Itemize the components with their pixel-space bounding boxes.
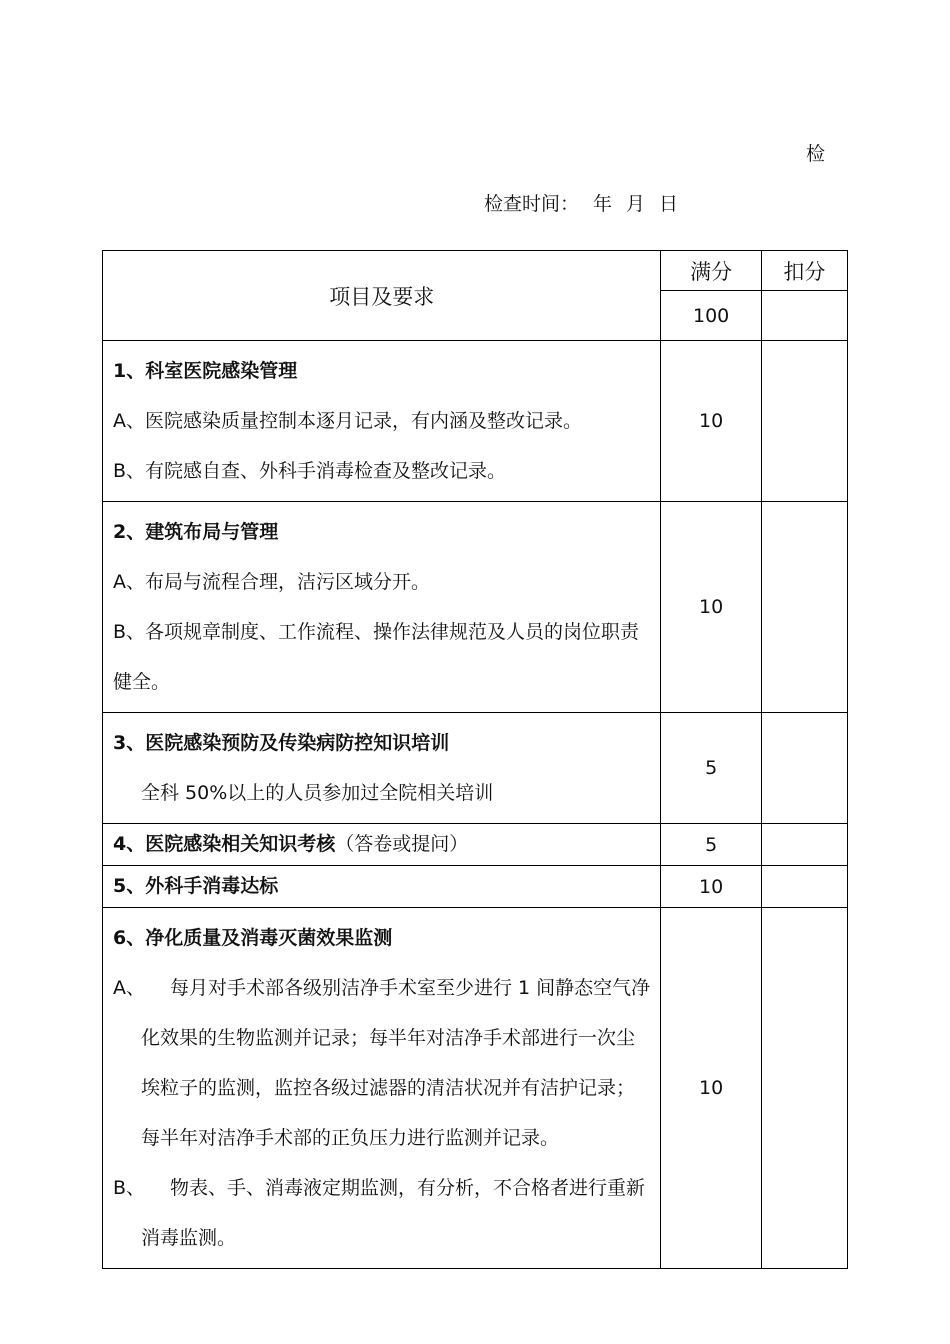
section-line: A、布局与流程合理，洁污区域分开。 [113, 571, 430, 593]
deduct-cell[interactable] [761, 824, 847, 866]
section-score: 5 [661, 824, 761, 866]
deduct-cell[interactable] [761, 341, 847, 502]
section-row [103, 824, 848, 866]
corner-text: 检 [806, 143, 826, 165]
section-line: B、各项规章制度、工作流程、操作法律规范及人员的岗位职责 [113, 621, 640, 643]
section-line: 化效果的生物监测并记录；每半年对洁净手术部进行一次尘 [141, 1027, 636, 1049]
header-item: 项目及要求 [103, 251, 661, 341]
section-line: 埃粒子的监测，监控各级过滤器的清洁状况并有洁护记录； [141, 1077, 636, 1099]
total-deduct-cell[interactable] [761, 291, 847, 341]
section-title: 1、科室医院感染管理 [113, 360, 298, 382]
header-full-score: 满分 [661, 251, 761, 291]
section-row [103, 866, 848, 908]
section-row [103, 713, 848, 824]
section-line: A、医院感染质量控制本逐月记录，有内涵及整改记录。 [113, 410, 582, 432]
deduct-cell[interactable] [761, 713, 847, 824]
day-label: 日 [659, 193, 679, 215]
deduct-cell[interactable] [761, 908, 847, 1269]
check-time-line [484, 189, 678, 216]
section-line: 每月对手术部各级别洁净手术室至少进行 1 间静态空气净 [170, 977, 651, 999]
month-label: 月 [626, 193, 646, 215]
section-row [103, 908, 848, 1269]
header-deduct: 扣分 [761, 251, 847, 291]
section-line: B、有院感自查、外科手消毒检查及整改记录。 [113, 460, 507, 482]
section-line: 消毒监测。 [141, 1227, 237, 1249]
section-score: 10 [661, 908, 761, 1269]
section-line: 物表、手、消毒液定期监测，有分析，不合格者进行重新 [170, 1177, 646, 1199]
section-title: 6、净化质量及消毒灭菌效果监测 [113, 927, 393, 949]
total-score: 100 [661, 291, 761, 341]
section-line: 每半年对洁净手术部的正负压力进行监测并记录。 [141, 1127, 560, 1149]
check-time-label: 检查时间： [484, 193, 580, 215]
section-score: 5 [661, 713, 761, 824]
section-line: 健全。 [113, 671, 171, 693]
deduct-cell[interactable] [761, 866, 847, 908]
header-row [103, 251, 848, 291]
section-line: 全科 50%以上的人员参加过全院相关培训 [141, 782, 494, 804]
section-title: 4、医院感染相关知识考核 [113, 833, 336, 855]
section-title-suffix: （答卷或提问） [335, 833, 469, 855]
section-score: 10 [661, 341, 761, 502]
deduct-cell[interactable] [761, 502, 847, 713]
year-label: 年 [593, 193, 613, 215]
item-marker: B、 [113, 1177, 146, 1199]
section-row [103, 341, 848, 502]
section-title: 2、建筑布局与管理 [113, 521, 279, 543]
section-title: 5、外科手消毒达标 [113, 875, 279, 897]
section-row [103, 502, 848, 713]
section-title: 3、医院感染预防及传染病防控知识培训 [113, 732, 450, 754]
inspection-table [102, 250, 848, 1269]
item-marker: A、 [113, 977, 145, 999]
section-score: 10 [661, 502, 761, 713]
section-title-line [113, 824, 660, 865]
section-score: 10 [661, 866, 761, 908]
